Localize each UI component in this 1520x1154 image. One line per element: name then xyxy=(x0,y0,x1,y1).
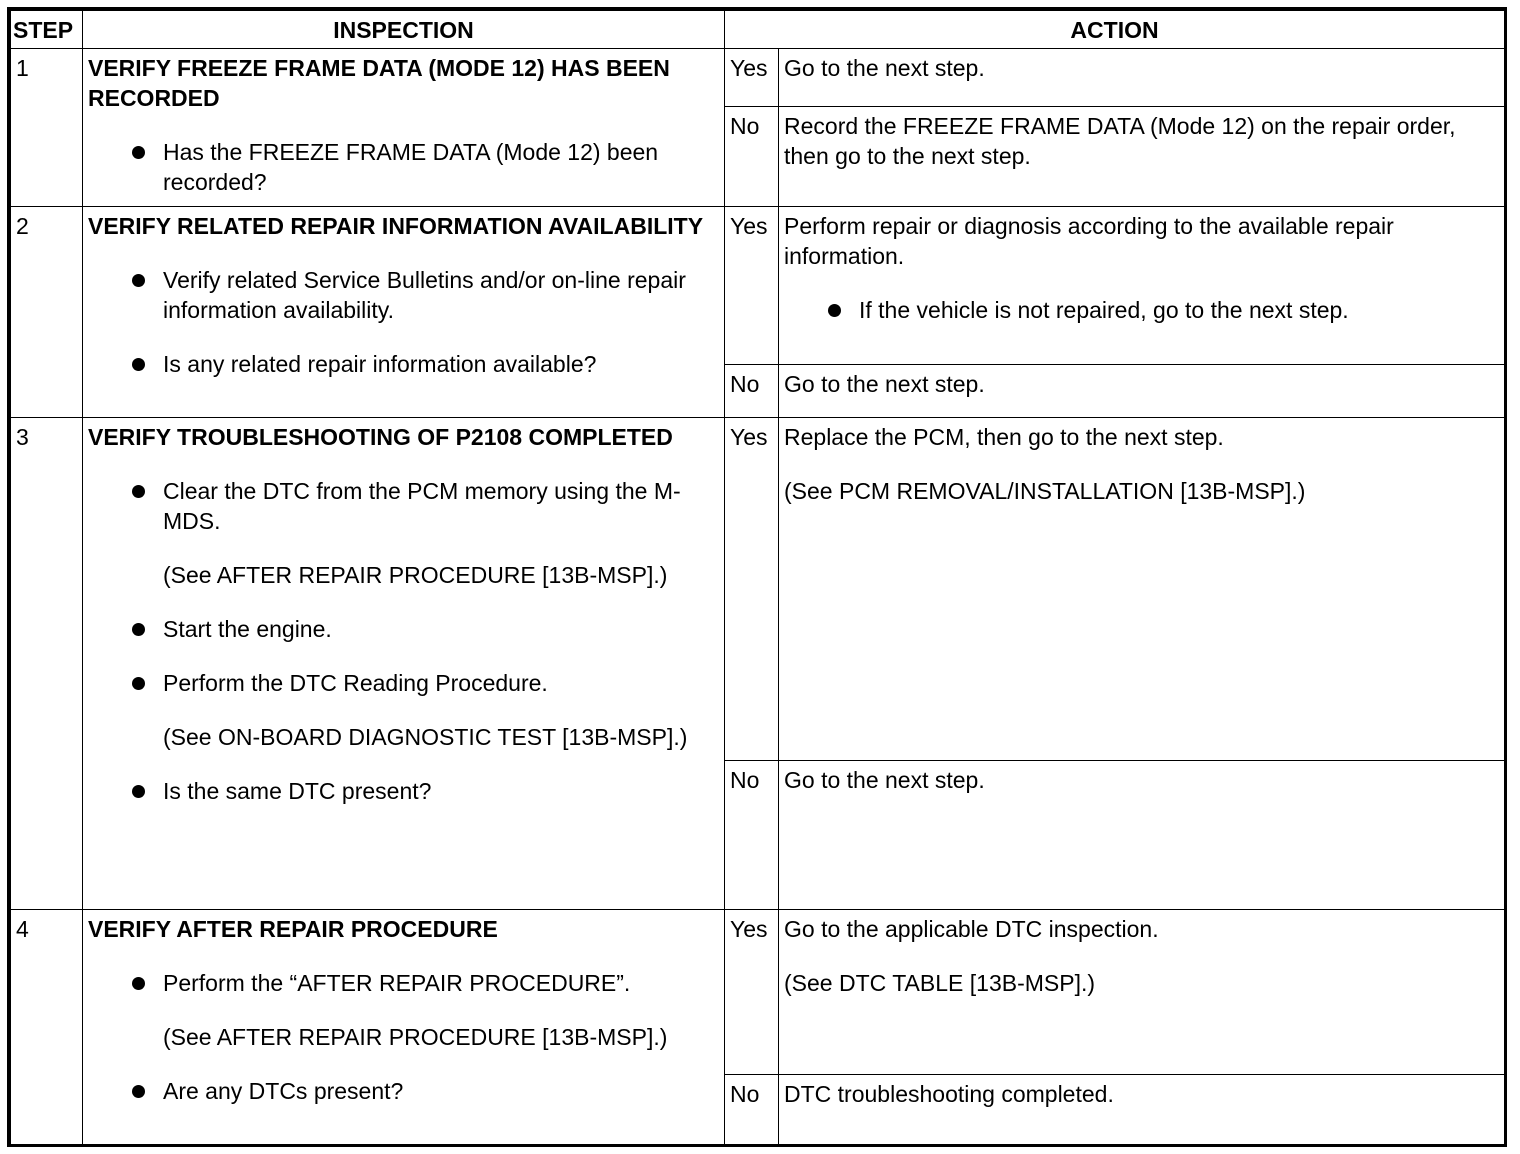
action-text: Go to the next step. xyxy=(784,371,985,397)
header-action: ACTION xyxy=(725,11,1505,49)
table-row xyxy=(11,418,1505,761)
step-number: 1 xyxy=(11,49,83,207)
inspection-item: Is any related repair information available? xyxy=(88,349,719,379)
inspection-reference: (See AFTER REPAIR PROCEDURE [13B-MSP].) xyxy=(163,562,668,588)
inspection-title: VERIFY TROUBLESHOOTING OF P2108 COMPLETED xyxy=(88,424,673,450)
header-inspection: INSPECTION xyxy=(83,11,725,49)
yes-action xyxy=(779,207,1505,365)
action-text: Replace the PCM, then go to the next step. xyxy=(784,424,1224,450)
step-number: 3 xyxy=(11,418,83,910)
no-action xyxy=(779,107,1505,207)
no-action xyxy=(779,761,1505,910)
no-action xyxy=(779,1075,1505,1145)
action-reference: (See PCM REMOVAL/INSTALLATION [13B-MSP].) xyxy=(784,478,1306,504)
inspection-title: VERIFY FREEZE FRAME DATA (MODE 12) HAS BEEN RECORDED xyxy=(88,55,670,111)
inspection-cell xyxy=(83,207,725,418)
action-text: Record the FREEZE FRAME DATA (Mode 12) on the repair order, then go to the next step. xyxy=(784,113,1456,169)
action-text: Go to the next step. xyxy=(784,55,985,81)
action-text: Go to the applicable DTC inspection. xyxy=(784,916,1159,942)
yes-label: Yes xyxy=(725,49,779,107)
table-row xyxy=(11,207,1505,365)
yes-action xyxy=(779,910,1505,1075)
yes-label: Yes xyxy=(725,418,779,761)
inspection-cell xyxy=(83,910,725,1145)
inspection-item: Perform the “AFTER REPAIR PROCEDURE”. xyxy=(88,968,719,998)
yes-action xyxy=(779,49,1505,107)
inspection-reference: (See AFTER REPAIR PROCEDURE [13B-MSP].) xyxy=(163,1024,668,1050)
inspection-item: Has the FREEZE FRAME DATA (Mode 12) been recorded? xyxy=(88,137,719,197)
inspection-item: Start the engine. xyxy=(88,614,719,644)
inspection-item: Perform the DTC Reading Procedure. xyxy=(88,668,719,698)
inspection-item: Verify related Service Bulletins and/or on-line repair information availability. xyxy=(88,265,719,325)
table-row xyxy=(11,910,1505,1075)
header-step: STEP xyxy=(11,11,83,49)
yes-label: Yes xyxy=(725,207,779,365)
step-number: 4 xyxy=(11,910,83,1145)
action-reference: (See DTC TABLE [13B-MSP].) xyxy=(784,970,1096,996)
step-number: 2 xyxy=(11,207,83,418)
no-label: No xyxy=(725,365,779,418)
table-row xyxy=(11,49,1505,107)
yes-action xyxy=(779,418,1505,761)
action-text: Perform repair or diagnosis according to the available repair information. xyxy=(784,213,1394,269)
inspection-cell xyxy=(83,418,725,910)
no-label: No xyxy=(725,761,779,910)
no-label: No xyxy=(725,1075,779,1145)
diagnostic-table xyxy=(10,10,1505,1145)
inspection-item: Clear the DTC from the PCM memory using the M-MDS. xyxy=(88,476,719,536)
inspection-cell xyxy=(83,49,725,207)
action-bullet: If the vehicle is not repaired, go to the next step. xyxy=(784,295,1499,325)
inspection-item: Are any DTCs present? xyxy=(88,1076,719,1106)
header-row xyxy=(11,11,1505,49)
inspection-reference: (See ON-BOARD DIAGNOSTIC TEST [13B-MSP].) xyxy=(163,724,688,750)
yes-label: Yes xyxy=(725,910,779,1075)
action-text: Go to the next step. xyxy=(784,767,985,793)
no-action xyxy=(779,365,1505,418)
no-label: No xyxy=(725,107,779,207)
action-text: DTC troubleshooting completed. xyxy=(784,1081,1114,1107)
inspection-title: VERIFY AFTER REPAIR PROCEDURE xyxy=(88,916,498,942)
inspection-title: VERIFY RELATED REPAIR INFORMATION AVAILABILITY xyxy=(88,213,704,239)
inspection-item: Is the same DTC present? xyxy=(88,776,719,806)
